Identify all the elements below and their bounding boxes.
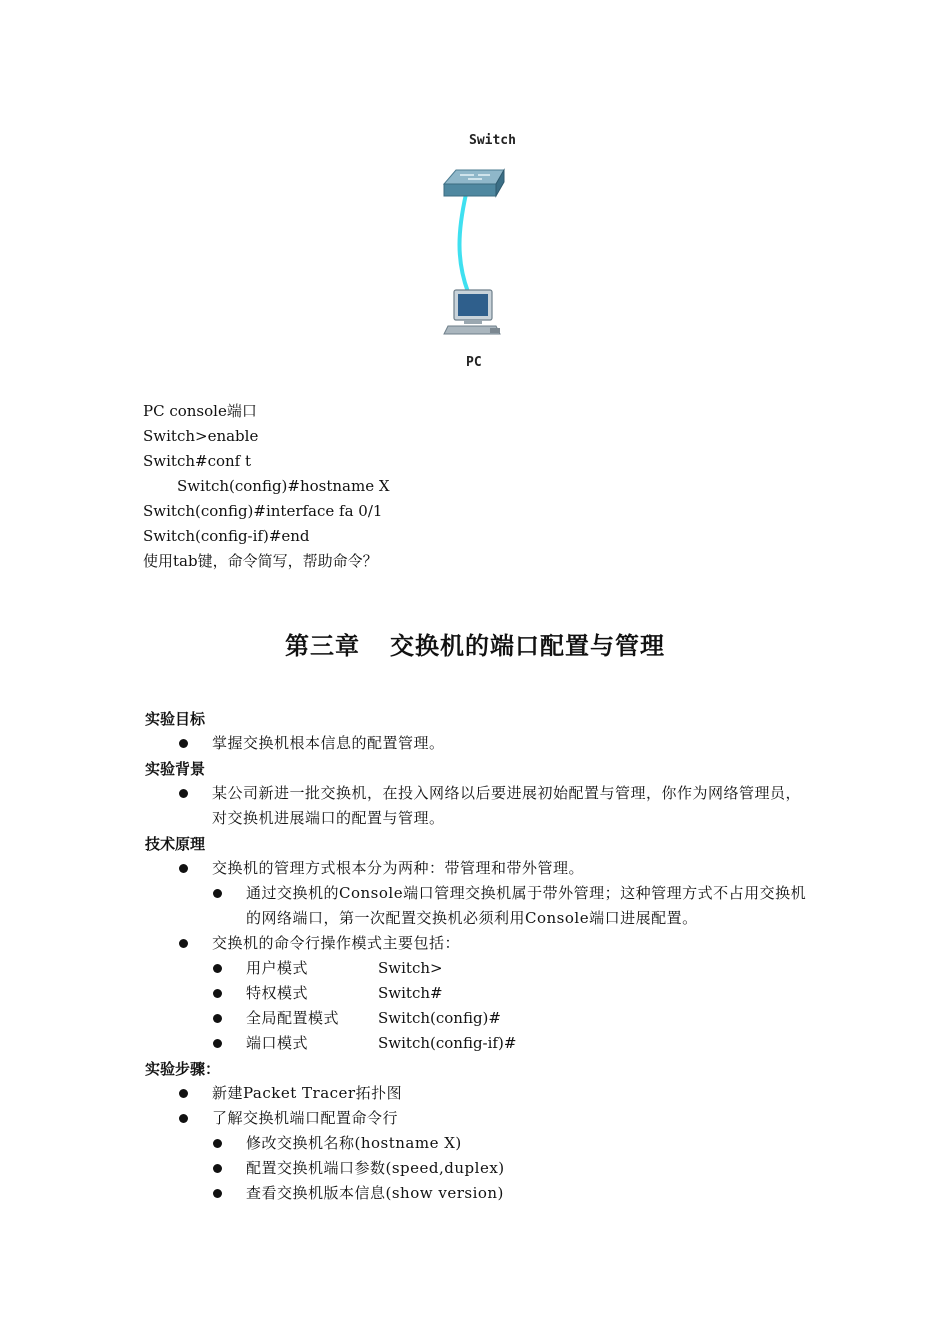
section-title-background: 实验背景	[145, 760, 206, 778]
command-line-3: Switch#conf t	[143, 452, 252, 470]
mode-prompt: Switch(config-if)#	[378, 1034, 517, 1052]
chapter-title: 交换机的端口配置与管理	[390, 631, 665, 660]
bullet-icon	[213, 1014, 222, 1023]
mode-prompt: Switch>	[378, 959, 443, 977]
steps-subitem: 配置交换机端口参数(speed,duplex)	[246, 1159, 505, 1177]
switch-label: Switch	[469, 133, 516, 148]
bullet-icon	[213, 889, 222, 898]
command-line-5: Switch(config)#interface fa 0/1	[143, 502, 383, 520]
bullet-icon	[213, 1189, 222, 1198]
principle-item-2: 交换机的命令行操作模式主要包括：	[212, 934, 461, 952]
bullet-icon	[213, 989, 222, 998]
mode-name: 端口模式	[246, 1034, 309, 1052]
tip-line: 使用tab键，命令简写，帮助命令？	[143, 552, 378, 570]
principle-subitem: 通过交换机的Console端口管理交换机属于带外管理；这种管理方式不占用交换机的网络端口，第一次配置交换机必须利用Console端口进展配置。	[246, 884, 807, 927]
pc-label: PC	[466, 355, 482, 370]
bullet-icon	[179, 864, 188, 873]
bullet-icon	[179, 1089, 188, 1098]
steps-subitem: 修改交换机名称(hostname X)	[246, 1134, 462, 1152]
console-cable	[460, 194, 469, 292]
bullet-icon	[179, 1114, 188, 1123]
principle-item-1: 交换机的管理方式根本分为两种：带管理和带外管理。	[212, 859, 585, 877]
section-title-principle: 技术原理	[145, 835, 206, 853]
switch-icon	[444, 170, 504, 196]
command-line-6: Switch(config-if)#end	[143, 527, 310, 545]
bullet-icon	[179, 739, 188, 748]
bullet-icon	[179, 939, 188, 948]
bullet-icon	[213, 964, 222, 973]
command-line-1: PC console端口	[143, 402, 257, 420]
background-item: 某公司新进一批交换机，在投入网络以后要进展初始配置与管理，你作为网络管理员，对交换机进展端口的配置与管理。	[212, 784, 802, 827]
steps-item-2: 了解交换机端口配置命令行	[212, 1109, 399, 1127]
bullet-icon	[213, 1139, 222, 1148]
topology-diagram	[420, 125, 540, 380]
bullet-icon	[213, 1164, 222, 1173]
mode-name: 全局配置模式	[246, 1009, 340, 1027]
steps-item-1: 新建Packet Tracer拓扑图	[212, 1084, 403, 1102]
section-title-steps: 实验步骤：	[145, 1060, 221, 1078]
chapter-number: 第三章	[285, 631, 360, 660]
goal-item: 掌握交换机根本信息的配置管理。	[212, 734, 445, 752]
mode-prompt: Switch(config)#	[378, 1009, 501, 1027]
bullet-icon	[213, 1039, 222, 1048]
section-title-goal: 实验目标	[145, 710, 206, 728]
pc-icon	[444, 290, 500, 334]
command-line-4: Switch(config)#hostname X	[177, 477, 390, 495]
mode-name: 特权模式	[246, 984, 309, 1002]
mode-prompt: Switch#	[378, 984, 443, 1002]
steps-subitem: 查看交换机版本信息(show version)	[246, 1184, 504, 1202]
chapter-heading	[0, 626, 950, 661]
command-line-2: Switch>enable	[143, 427, 259, 445]
topology-svg	[420, 150, 540, 380]
mode-name: 用户模式	[246, 959, 309, 977]
bullet-icon	[179, 789, 188, 798]
